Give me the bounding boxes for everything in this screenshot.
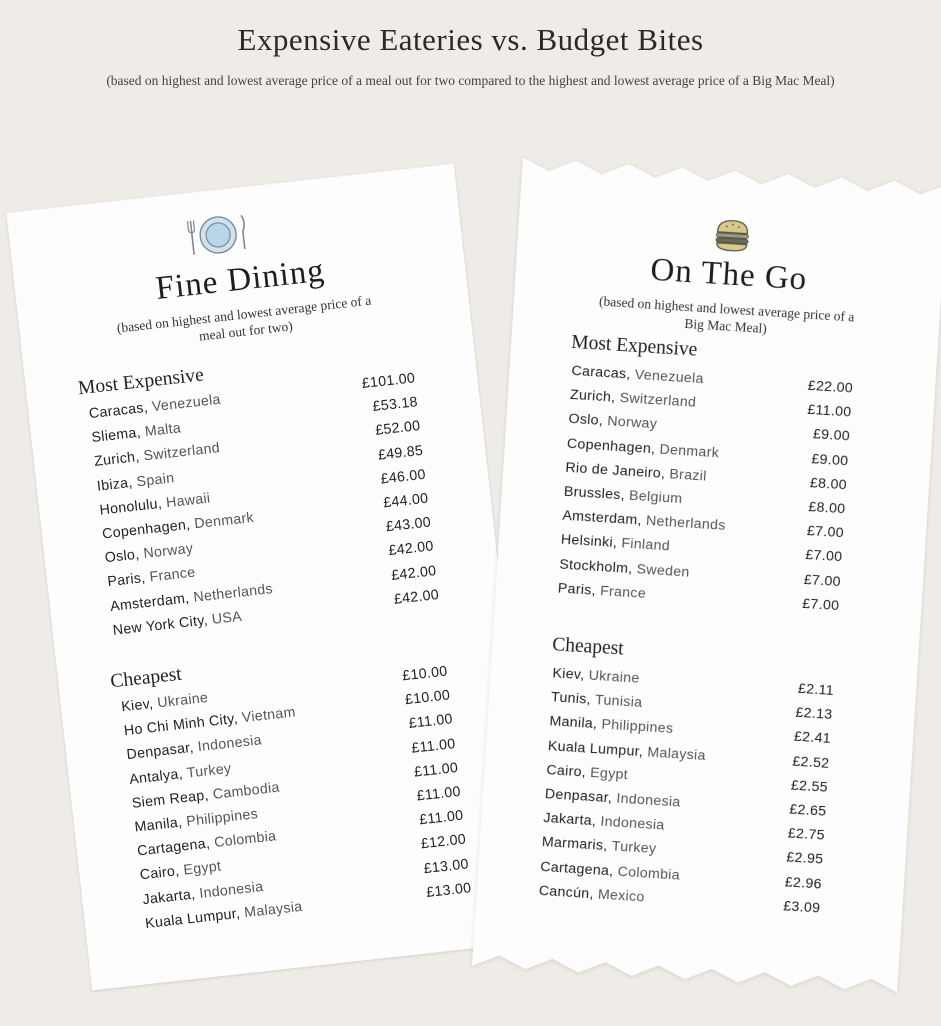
country-name: Malaysia [243,898,304,921]
country-name: Denmark [659,441,720,461]
price-value: £7.00 [804,547,843,566]
receipt-subtitle: (based on highest and lowest average price of a meal out for two) [116,292,372,344]
separator: , [134,546,145,564]
separator: , [203,786,214,804]
separator: , [202,611,213,629]
section-heading: Cheapest [551,634,625,660]
country-name: Ukraine [588,667,641,687]
country-name: Finland [620,535,671,555]
city-name: Copenhagen [101,517,187,543]
price-value: £2.11 [797,680,835,699]
receipt-title: On The Go [649,251,809,298]
price-value: £42.00 [393,586,440,608]
country-name: Turkey [186,760,233,782]
separator: , [660,465,670,482]
separator: , [184,589,195,607]
separator: , [586,691,596,709]
separator: , [127,473,138,491]
city-name: Amsterdam [109,590,186,615]
country-name: Indonesia [197,732,263,756]
city-name: Zurich [93,449,137,471]
separator: , [148,695,159,713]
price-value: £8.00 [809,474,848,494]
price-value: £49.85 [377,442,424,464]
price-value: £11.00 [806,401,852,421]
cheapest-list [538,665,835,924]
price-value: £12.00 [420,831,467,853]
price-value: £13.00 [422,855,470,877]
separator: , [588,885,599,903]
price-value: £2.41 [793,728,832,748]
city-name: Rio de Janeiro [564,459,662,482]
country-name: Switzerland [142,440,221,465]
separator: , [188,739,199,757]
country-name: Denmark [193,509,255,533]
separator: , [592,716,602,733]
separator: , [185,516,196,534]
separator: , [607,789,617,807]
price-value: £7.00 [803,571,842,590]
torn-edge-top [522,156,941,197]
country-name: Venezuela [634,366,705,388]
city-name: Denpasar [125,740,191,764]
price-value: £2.55 [790,777,829,796]
country-name: France [148,564,197,586]
city-name: Helsinki [560,531,614,552]
receipt-subtitle: (based on highest and lowest average price of a Big Mac Meal) [598,293,855,337]
city-name: Jakarta [141,886,192,908]
country-name: Tunisia [594,692,643,712]
price-value: £46.00 [379,466,427,488]
price-value: £2.13 [794,704,833,724]
country-name: Indonesia [198,878,265,902]
section-heading: Most Expensive [570,331,698,361]
price-value: £7.00 [801,595,840,614]
country-name: Venezuela [151,391,222,416]
country-name: Hawaii [165,490,212,511]
separator: , [650,440,661,458]
city-name: Denpasar [544,786,609,806]
price-value: £11.00 [407,711,454,733]
separator: , [620,487,630,504]
city-name: Copenhagen [566,435,652,457]
city-name: Oslo [104,547,137,567]
price-value: £101.00 [361,370,416,393]
country-name: Norway [142,540,195,563]
country-name: Vietnam [241,704,297,727]
separator: , [190,885,201,903]
country-name: Sweden [636,560,691,581]
city-name: New York City [112,612,205,639]
country-name: USA [211,608,243,628]
separator: , [591,582,601,599]
separator: , [142,399,153,417]
price-value: £3.09 [782,897,821,917]
country-name: Philippines [600,716,674,738]
city-name: Ho Chi Minh City [123,711,235,740]
separator: , [602,838,613,855]
city-name: Oslo [568,411,600,430]
city-name: Stockholm [558,556,629,577]
country-name: Colombia [617,863,681,884]
city-name: Cartagena [136,836,207,860]
city-name: Cairo [545,761,583,781]
separator: , [612,535,622,552]
price-value: £2.75 [787,825,826,844]
price-value: £42.00 [387,538,435,560]
country-name: Netherlands [192,580,274,606]
city-name: Cairo [139,863,177,884]
separator: , [135,424,146,442]
city-name: Kiev [120,696,150,716]
city-name: Caracas [88,400,145,423]
city-name: Marmaris [541,834,604,855]
page-subtitle: (based on highest and lowest average price of a meal out for two compared to the highest and lowest average price of a Big Mac Meal) [106,73,835,88]
separator: , [140,569,151,587]
city-name: Caracas [571,362,627,383]
separator: , [591,813,601,830]
city-name: Siem Reap [131,787,206,812]
city-name: Antalya [128,766,180,788]
price-value: £11.00 [413,759,459,781]
separator: , [581,764,591,781]
price-value: £2.96 [784,873,823,893]
separator: , [174,862,185,880]
city-name: Cancún [538,882,590,902]
fine-dining-receipt [6,164,539,991]
country-name: France [599,582,647,602]
price-value: £9.00 [810,450,849,470]
price-value: £2.52 [791,753,830,772]
country-name: Indonesia [599,813,666,834]
price-value: £10.00 [404,687,451,709]
price-value: £44.00 [382,490,430,512]
price-value: £8.00 [807,499,846,518]
most-expensive-list [557,363,854,622]
country-name: Colombia [213,828,278,852]
price-value: £42.00 [390,562,438,584]
price-value: £52.00 [374,418,422,440]
separator: , [235,904,246,922]
page-title: Expensive Eateries vs. Budget Bites [237,22,704,57]
price-value: £11.00 [410,735,457,757]
separator: , [610,389,621,407]
location-label [557,580,647,610]
separator: , [637,512,647,529]
price-value: £2.95 [785,849,824,868]
price-value: £10.00 [401,663,449,685]
city-name: Zurich [569,387,612,406]
separator: , [608,862,619,880]
city-name: Manila [548,713,594,733]
city-name: Amsterdam [561,507,639,529]
price-value: £11.00 [415,783,462,805]
section-heading: Cheapest [109,663,183,693]
separator: , [638,743,648,760]
city-name: Ibiza [96,474,130,495]
city-name: Honolulu [98,496,159,519]
country-name: Malaysia [646,743,707,764]
country-name: Norway [606,413,658,433]
city-name: Kuala Lumpur [547,737,640,760]
country-name: Belgium [628,487,683,508]
city-name: Sliema [90,425,138,447]
price-value: £43.00 [385,514,432,536]
country-name: Mexico [597,886,646,906]
separator: , [232,710,243,728]
price-value: £9.00 [812,426,851,445]
country-name: Cambodia [212,779,281,803]
price-value: £22.00 [807,377,854,397]
separator: , [204,835,216,853]
burger-icon [713,218,751,254]
separator: , [177,765,188,783]
country-name: Egypt [589,764,629,783]
city-name: Manila [133,814,179,836]
separator: , [134,448,145,466]
price-value: £53.18 [371,394,419,416]
separator: , [625,366,636,383]
country-name: Egypt [182,858,223,879]
country-name: Brazil [668,466,708,485]
cheapest-list [121,663,474,939]
city-name: Jakarta [542,810,593,830]
separator: , [598,413,608,430]
city-name: Tunis [550,689,588,708]
price-value: £11.00 [418,807,465,829]
section-heading: Most Expensive [77,364,205,400]
city-name: Kiev [552,665,581,684]
city-name: Cartagena [539,858,610,879]
city-name: Paris [557,580,593,599]
separator: , [579,667,590,684]
receipt-title: Fine Dining [153,252,327,308]
country-name: Ukraine [156,689,209,712]
price-value: £2.65 [788,801,827,820]
plate-cutlery-icon [184,209,252,260]
torn-edge-bottom [472,953,898,994]
price-value: £13.00 [425,879,473,901]
country-name: Spain [135,469,176,490]
separator: , [177,813,188,831]
country-name: Netherlands [645,513,727,534]
most-expensive-list [88,370,441,646]
country-name: Indonesia [615,790,682,811]
country-name: Switzerland [619,390,697,411]
country-name: Malta [144,420,182,441]
separator: , [627,560,638,577]
city-name: Paris [106,570,143,591]
country-name: Turkey [611,838,657,858]
on-the-go-receipt [473,169,941,980]
country-name: Philippines [185,806,259,830]
city-name: Brussles [563,483,622,504]
separator: , [156,495,168,512]
price-value: £7.00 [806,523,845,542]
city-name: Kuala Lumpur [144,905,237,932]
